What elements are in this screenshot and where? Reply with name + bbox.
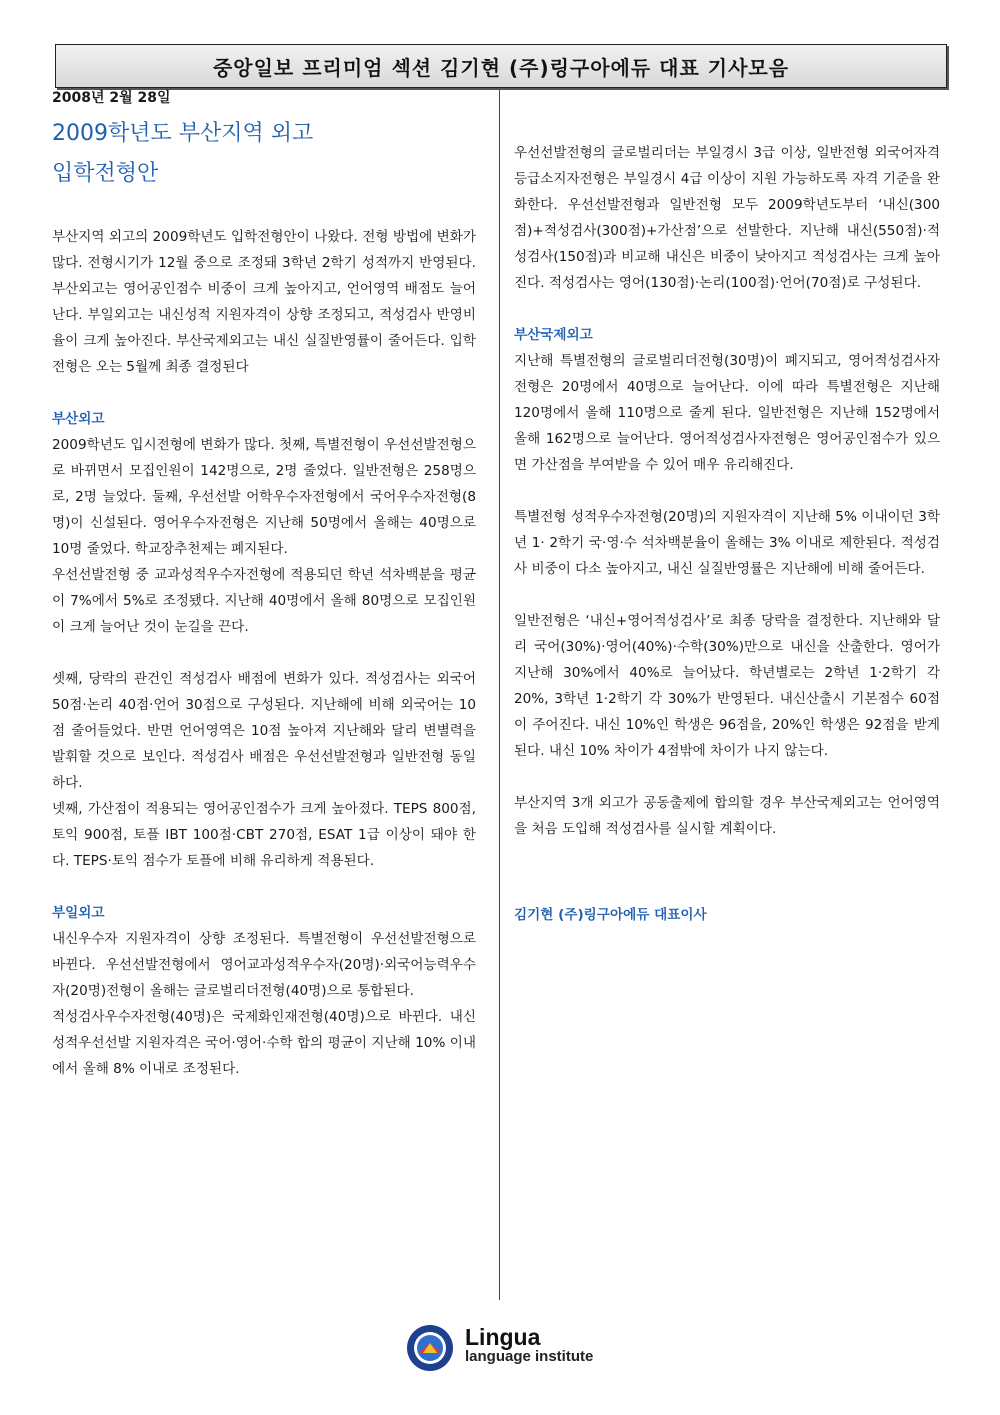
intl-paragraph-1: 지난해 특별전형의 글로벌리더전형(30명)이 폐지되고, 영어적성검사자전형은 20명에서 40명으로 늘어난다. 이에 따라 특별전형은 지난해 120명에서 올해 110명으로 줄게 된다. 일반전형은 지난해 152명에서 올해 162명으로 늘어난다. 영어적성검사자전형은 영어공인점수가 있으면 가산점을 부여받을 수 있어 매우 유리해진다. bbox=[514, 353, 940, 473]
article-title-line2: 입학전형안 bbox=[52, 161, 159, 186]
busan-paragraph-1: 2009학년도 입시전형에 변화가 많다. 첫째, 특별전형이 우선선발전형으로 바뀌면서 모집인원이 142명으로, 2명 줄었다. 일반전형은 258명으로, 2명 늘었다. 둘째, 우선선발 어학우수자전형에서 국어우수자전형(8명)이 신설된다. 영어우수자전형은 지난해 50명에서 올해는 40명으로 10명 줄었다. 학교장추천제는 폐지된다. bbox=[52, 437, 476, 557]
lingua-emblem-icon bbox=[405, 1323, 455, 1373]
closing-paragraph: 부산지역 3개 외고가 공동출제에 합의할 경우 부산국제외고는 언어영역을 처음 도입해 적성검사를 실시할 계획이다. bbox=[514, 795, 940, 837]
intro-paragraph: 부산지역 외고의 2009학년도 입학전형안이 나왔다. 전형 방법에 변화가 많다. 전형시기가 12월 중으로 조정돼 3학년 2학기 성적까지 반영된다. 부산외고는 영어공인점수 비중이 크게 높아지고, 언어영역 배점도 늘어난다. 부일외고는 내신성적 지원자격이 상향 조정되고, 적성검사 반영비율이 크게 높아진다. 부산국제외고는 내신 실질반영률이 줄어든다. 입학전형은 오는 5월께 최종 결정된다 bbox=[52, 229, 476, 375]
section-heading-intl: 부산국제외고 bbox=[514, 327, 593, 343]
left-column bbox=[52, 88, 476, 1082]
buil-paragraph-3: 우선선발전형의 글로벌리더는 부일경시 3급 이상, 일반전형 외국어자격등급소지자전형은 부일경시 4급 이상이 지원 가능하도록 자격 기준을 완화한다. 우선선발전형과 일반전형 모두 2009학년도부터 ‘내신(300점)+적성검사(300점)+가산점’으로 선발한다. 지난해 내신(550점)·적성검사(150점)과 비교해 내신은 비중이 낮아지고 적성검사는 크게 높아진다. 적성검사는 영어(130점)·논리(100점)·언어(70점)로 구성된다. bbox=[514, 145, 940, 291]
logo-name: Lingua bbox=[465, 1324, 541, 1350]
article-title bbox=[52, 114, 476, 194]
article-date: 2008년 2월 28일 bbox=[52, 90, 171, 106]
column-divider bbox=[499, 90, 500, 1300]
right-column bbox=[514, 88, 940, 928]
busan-paragraph-3: 셋째, 당락의 관건인 적성검사 배점에 변화가 있다. 적성검사는 외국어 50점·논리 40점·언어 30점으로 구성된다. 지난해에 비해 외국어는 10점 줄어들었다. 반면 언어영역은 10점 높아져 지난해와 달리 변별력을 발휘할 것으로 보인다. 적성검사 배점은 우선선발전형과 일반전형 동일하다. bbox=[52, 671, 476, 791]
page-header bbox=[55, 44, 947, 88]
busan-paragraph-4: 넷째, 가산점이 적용되는 영어공인점수가 크게 높아졌다. TEPS 800점, 토익 900점, 토플 IBT 100점·CBT 270점, ESAT 1급 이상이 돼야 한다. TEPS·토익 점수가 토플에 비해 유리하게 적용된다. bbox=[52, 801, 476, 869]
author-byline: 김기현 (주)링구아에듀 대표이사 bbox=[514, 907, 707, 923]
section-heading-busan: 부산외고 bbox=[52, 411, 105, 427]
buil-paragraph-1: 내신우수자 지원자격이 상향 조정된다. 특별전형이 우선선발전형으로 바뀐다. 우선선발전형에서 영어교과성적우수자(20명)·외국어능력우수자(20명)전형이 올해는 글로벌리더전형(40명)으로 통합된다. bbox=[52, 931, 476, 999]
buil-paragraph-2: 적성검사우수자전형(40명)은 국제화인재전형(40명)으로 바뀐다. 내신성적우선선발 지원자격은 국어·영어·수학 합의 평균이 지난해 10% 이내에서 올해 8% 이내로 조정된다. bbox=[52, 1009, 476, 1077]
article-title-line1: 2009학년도 부산지역 외고 bbox=[52, 121, 314, 146]
logo-tagline: language institute bbox=[465, 1348, 594, 1365]
section-heading-buil: 부일외고 bbox=[52, 905, 105, 921]
header-title: 중앙일보 프리미엄 섹션 김기현 (주)링구아에듀 대표 기사모음 bbox=[212, 55, 790, 80]
intl-paragraph-3: 일반전형은 ‘내신+영어적성검사’로 최종 당락을 결정한다. 지난해와 달리 국어(30%)·영어(40%)·수학(30%)만으로 내신을 산출한다. 영어가 지난해 30%에서 40%로 늘어났다. 학년별로는 2학년 1·2학기 각 20%, 3학년 1·2학기 각 30%가 반영된다. 내신산출시 기본점수 60점이 주어진다. 내신 10%인 학생은 96점을, 20%인 학생은 92점을 받게 된다. 내신 10% 차이가 4점밖에 차이가 나지 않는다. bbox=[514, 613, 940, 759]
busan-paragraph-2: 우선선발전형 중 교과성적우수자전형에 적용되던 학년 석차백분을 평균이 7%에서 5%로 조정됐다. 지난해 40명에서 올해 80명으로 모집인원이 크게 늘어난 것이 눈길을 끈다. bbox=[52, 567, 476, 635]
intl-paragraph-2: 특별전형 성적우수자전형(20명)의 지원자격이 지난해 5% 이내이던 3학년 1· 2학기 국·영·수 석차백분율이 올해는 3% 이내로 제한된다. 적성검사 비중이 다소 높아지고, 내신 실질반영률은 지난해에 비해 줄어든다. bbox=[514, 509, 940, 577]
lingua-logo bbox=[405, 1323, 635, 1373]
